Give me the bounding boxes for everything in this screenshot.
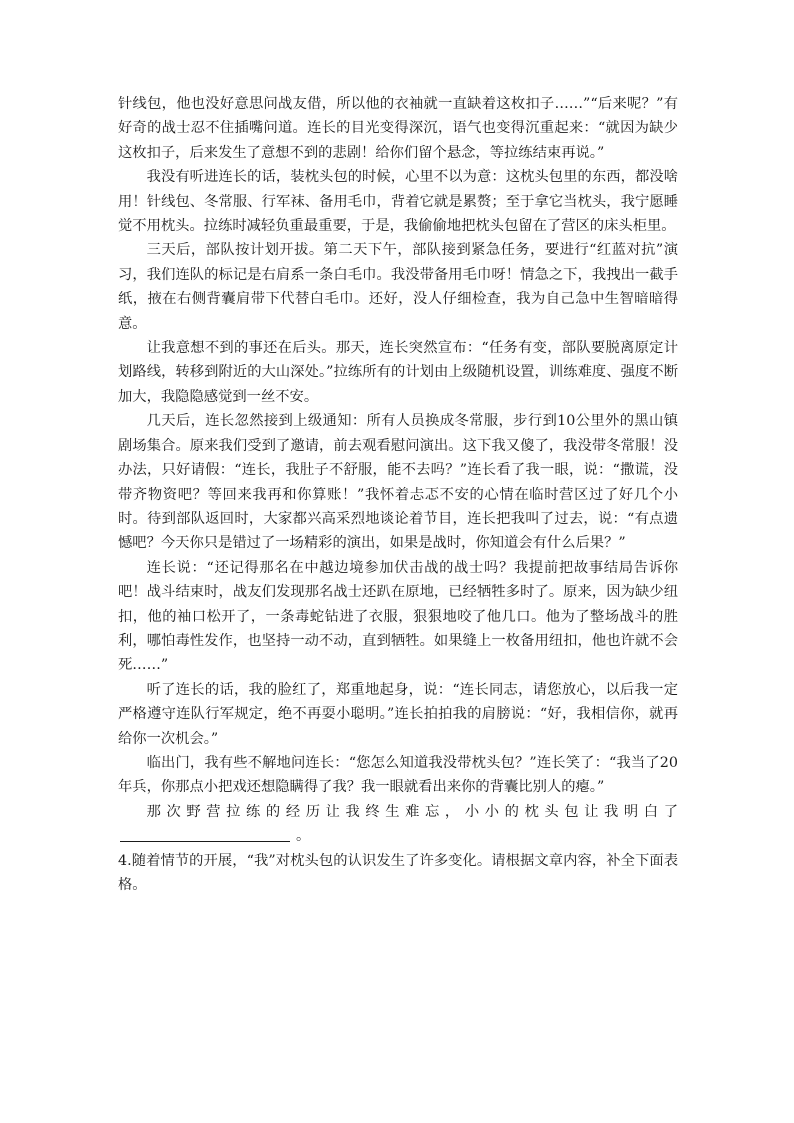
paragraph-1: 针线包，他也没好意思问战友借，所以他的衣袖就一直缺着这枚扣子……”“后来呢？”有好奇的战士忍不住插嘴问道。连长的目光变得深沉，语气也变得沉重起来：“就因为缺少这枚扣子，后来发生了意想不到的悲剧！给你们留个悬念，等拉练结束再说。” xyxy=(118,96,678,161)
paragraph-5: 几天后，连长忽然接到上级通知：所有人员换成冬常服，步行到10公里外的黑山镇剧场集合。原来我们受到了邀请，前去观看慰问演出。这下我又傻了，我没带冬常服！没办法，只好请假：“连长，我肚子不舒服，能不去吗？”连长看了我一眼，说：“撒谎，没带齐物资吧？等回来我再和你算账！”我怀着忐忑不安的心情在临时营区过了好几个小时。待到部队返回时，大家都兴高采烈地谈论着节目，连长把我叫了过去，说：“有点遗憾吧？今天你只是错过了一场精彩的演出，如果是战时，你知道会有什么后果？” xyxy=(118,413,678,552)
paragraph-8: 临出门，我有些不解地问连长：“您怎么知道我没带枕头包？”连长笑了：“我当了20年兵，你那点小把戏还想隐瞒得了我？我一眼就看出来你的背囊比别人的瘪。” xyxy=(118,754,678,796)
paragraph-7: 听了连长的话，我的脸红了，郑重地起身，说：“连长同志，请您放心，以后我一定严格遵守连队行军规定，绝不再耍小聪明。”连长拍拍我的肩膀说：“好，我相信你，就再给你一次机会。” xyxy=(118,681,678,747)
closing-lead-text: 那次野营拉练的经历让我终生难忘，小小的枕头包让我明白了 xyxy=(146,803,678,820)
answer-blank[interactable] xyxy=(120,827,290,842)
closing-paragraph xyxy=(118,800,678,849)
closing-end-text: 。 xyxy=(296,828,311,845)
paragraph-6: 连长说：“还记得那名在中越边境参加伏击战的战士吗？我提前把故事结局告诉你吧！战斗结束时，战友们发现那名战士还趴在原地，已经牺牲多时了。原来，因为缺少纽扣，他的袖口松开了，一条毒蛇钻进了衣服，狠狠地咬了他几口。他为了整场战斗的胜利，哪怕毒性发作，也坚持一动不动，直到牺牲。如果缝上一枚备用纽扣，他也许就不会死……” xyxy=(118,559,678,674)
document-page xyxy=(118,92,678,897)
paragraph-2: 我没有听进连长的话，装枕头包的时候，心里不以为意：这枕头包里的东西，都没啥用！针线包、冬常服、行军袜、备用毛巾，背着它就是累赘；至于拿它当枕头，我宁愿睡觉不用枕头。拉练时减轻负重最重要，于是，我偷偷地把枕头包留在了营区的床头柜里。 xyxy=(118,169,678,235)
paragraph-4: 让我意想不到的事还在后头。那天，连长突然宣布：“任务有变，部队要脱离原定计划路线，转移到附近的大山深处。”拉练所有的计划由上级随机设置，训练难度、强度不断加大，我隐隐感觉到一丝不安。 xyxy=(118,340,678,405)
paragraph-3: 三天后，部队按计划开拔。第二天下午，部队接到紧急任务，要进行“红蓝对抗”演习，我们连队的标记是右肩系一条白毛巾。我没带备用毛巾呀！情急之下，我拽出一截手纸，掖在右侧背囊肩带下代替白毛巾。还好，没人仔细检查，我为自己急中生智暗暗得意。 xyxy=(118,242,678,332)
question-4: 4.随着情节的开展，“我”对枕头包的认识发生了许多变化。请根据文章内容，补全下面表格。 xyxy=(118,852,678,893)
